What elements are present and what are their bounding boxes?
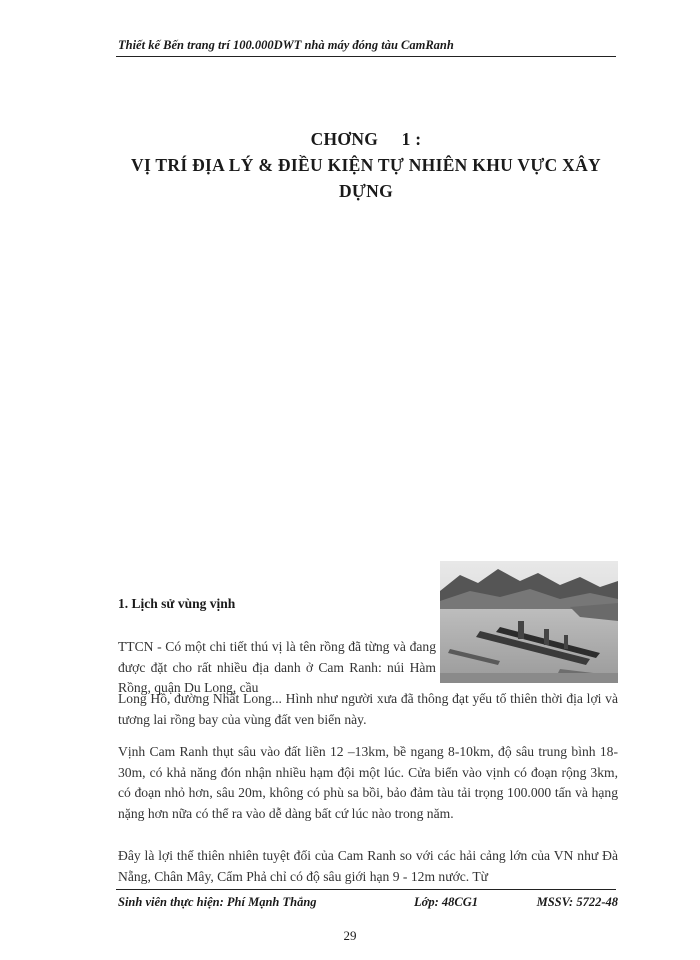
footer-mssv: MSSV: 5722-48: [536, 895, 618, 909]
chapter-number: CHƠNG 1 :: [310, 129, 422, 149]
chapter-title-line-1: VỊ TRÍ ĐỊA LÝ & ĐIỀU KIỆN TỰ NHIÊN KHU VỰC XÂY: [131, 155, 601, 175]
footer-divider: [116, 889, 616, 890]
paragraph-intro-part-1: TTCN - Có một chi tiết thú vị là tên rồng đã từng và đang được đặt cho rất nhiều địa danh ở Cam Ranh: núi Hàm Rồng, quận Du Long, cầu: [118, 639, 436, 695]
running-footer: [118, 895, 618, 910]
running-header-title: Thiết kế Bến trang trí 100.000DWT nhà máy đóng tàu CamRanh: [118, 38, 454, 52]
paragraph-intro-part-2: Long Hồ, đường Nhất Long... Hình như người xưa đã thông đạt yếu tố thiên thời địa lợi và tương lai rồng bay của vùng đất ven biển này.: [118, 691, 618, 727]
paragraph-natural-advantage: Đây là lợi thế thiên nhiên tuyệt đối của Cam Ranh so với các hải cảng lớn của VN như Đà Nẵng, Chân Mây, Cẩm Phả chỉ có độ sâu giới hạn 9 - 12m nước. Từ: [118, 848, 618, 884]
paragraph-bay-description: Vịnh Cam Ranh thụt sâu vào đất liền 12 –13km, bề ngang 8-10km, độ sâu trung bình 18-30m, có khả năng đón nhận nhiều hạm đội một lúc. Cửa biển vào vịnh có đoạn rộng 3km, có đoạn nhỏ hơn, sâu 20m, không có phù sa bồi, bảo đảm tàu tải trọng 100.000 tấn và hạng nặng hơn nữa có thể ra vào dễ dàng bất cứ lúc nào trong năm.: [118, 744, 618, 821]
chapter-title: [116, 126, 616, 204]
chapter-title-line-2: DỰNG: [338, 181, 394, 201]
footer-class: Lớp: 48CG1: [414, 895, 478, 909]
footer-student: Sinh viên thực hiện: Phí Mạnh Thắng: [118, 895, 317, 909]
section-heading: 1. Lịch sử vùng vịnh: [118, 596, 236, 611]
header-divider: [116, 56, 616, 57]
page-number: 29: [343, 928, 357, 943]
harbor-photo: [440, 561, 618, 683]
